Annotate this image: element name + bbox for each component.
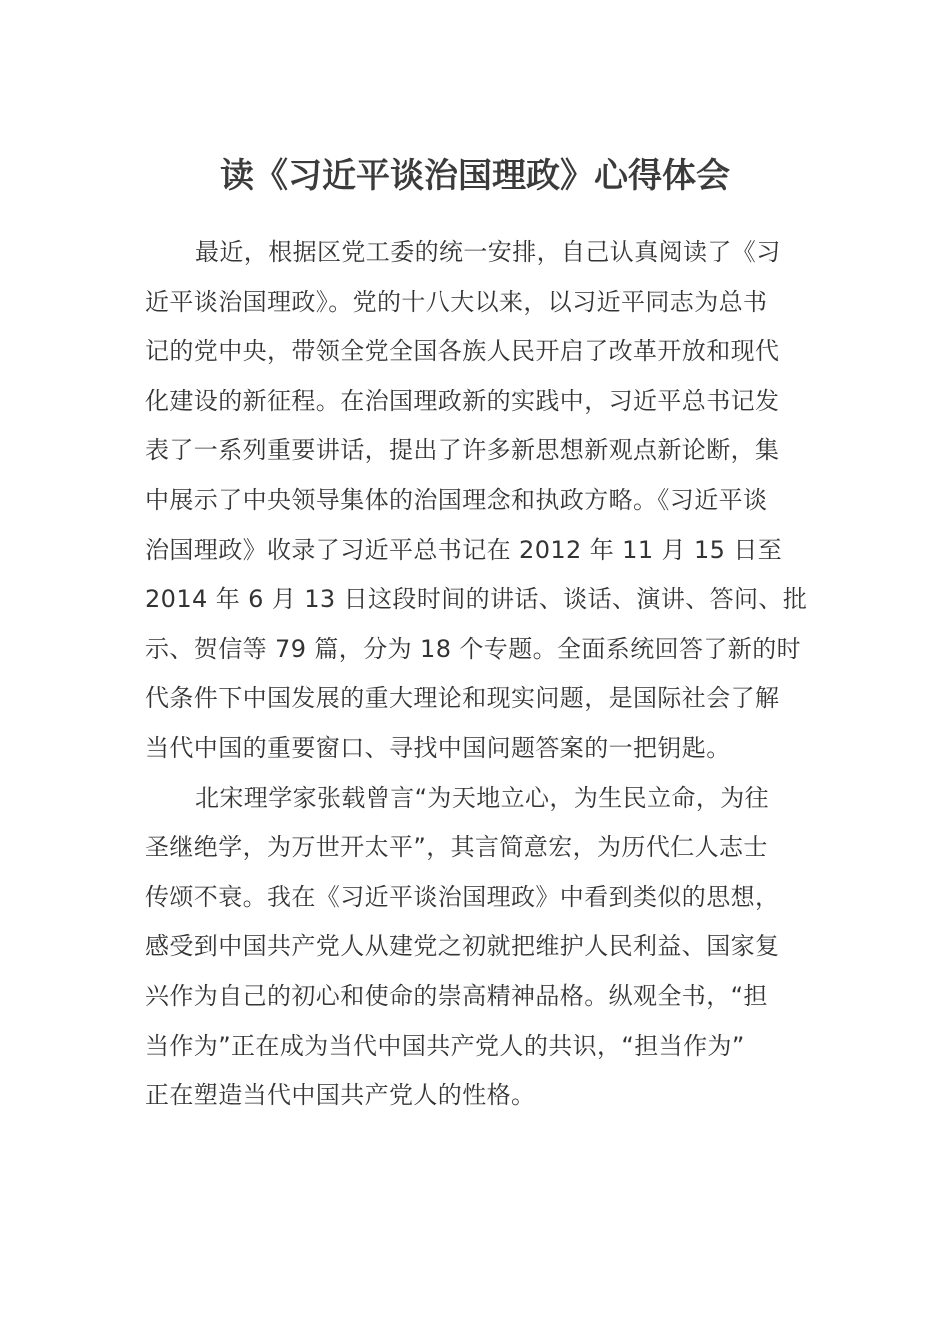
- paragraph-line: 中展示了中央领导集体的治国理念和执政方略。《习近平谈: [145, 485, 768, 514]
- paragraph-line: 记的党中央，带领全党全国各族人民开启了改革开放和现代: [145, 337, 780, 366]
- paragraph-1: [145, 228, 808, 774]
- paragraph-line: 兴作为自己的初心和使命的崇高精神品格。纵观全书，“担: [145, 981, 768, 1010]
- paragraph-line: 治国理政》收录了习近平总书记在 2012 年 11 月 15 日至: [145, 535, 783, 564]
- paragraph-line: 最近，根据区党工委的统一安排，自己认真阅读了《习: [195, 238, 781, 266]
- document-body: [145, 228, 808, 1121]
- paragraph-line: 表了一系列重要讲话，提出了许多新思想新观点新论断，集: [145, 436, 780, 465]
- paragraph-line: 示、贺信等 79 篇，分为 18 个专题。全面系统回答了新的时: [145, 634, 801, 663]
- paragraph-line: 当代中国的重要窗口、寻找中国问题答案的一把钥匙。: [145, 733, 731, 762]
- paragraph-line: 近平谈治国理政》。党的十八大以来，以习近平同志为总书: [145, 287, 768, 316]
- paragraph-line: 当作为”正在成为当代中国共产党人的共识，“担当作为”: [145, 1031, 745, 1060]
- paragraph-line: 北宋理学家张载曾言“为天地立心，为生民立命，为往: [195, 783, 770, 812]
- paragraph-line: 代条件下中国发展的重大理论和现实问题，是国际社会了解: [145, 684, 780, 713]
- paragraph-line: 正在塑造当代中国共产党人的性格。: [145, 1081, 536, 1110]
- document-title: 读《习近平谈治国理政》心得体会: [220, 156, 730, 196]
- paragraph-line: 传颂不衰。我在《习近平谈治国理政》中看到类似的思想，: [145, 882, 780, 911]
- paragraph-line: 化建设的新征程。在治国理政新的实践中，习近平总书记发: [145, 386, 780, 415]
- paragraph-2: [145, 774, 805, 1121]
- paragraph-line: 2014 年 6 月 13 日这段时间的讲话、谈话、演讲、答问、批: [145, 585, 808, 614]
- paragraph-line: 圣继绝学，为万世开太平”，其言简意宏，为历代仁人志士: [145, 833, 768, 862]
- paragraph-line: 感受到中国共产党人从建党之初就把维护人民利益、国家复: [145, 932, 780, 961]
